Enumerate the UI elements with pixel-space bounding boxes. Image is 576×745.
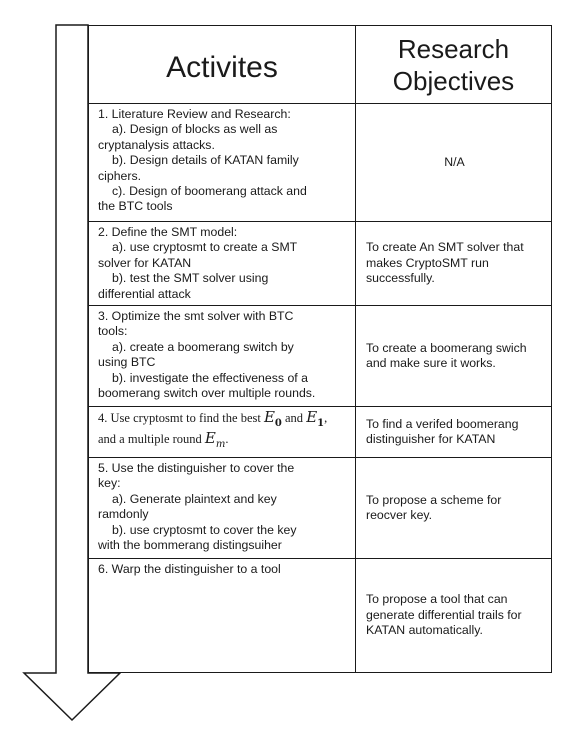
activity-text: . — [225, 432, 229, 447]
activity-cell — [89, 222, 356, 306]
activity-item: a). use cryptosmt to create a SMT — [112, 240, 298, 255]
activity-item: a). Generate plaintext and key — [112, 491, 277, 506]
activities-header-text: Activites — [166, 50, 278, 84]
activity-item: with the bommerang distingsuiher — [98, 538, 282, 553]
math-base: E — [263, 408, 275, 427]
math-e0 — [263, 408, 282, 430]
activity-item: ramdonly — [98, 507, 149, 522]
activity-text: and — [281, 411, 307, 426]
activity-text: , — [324, 411, 328, 426]
activity-item: b). use cryptosmt to cover the key — [112, 522, 297, 537]
math-sub: 0 — [274, 418, 282, 430]
header-row — [89, 26, 552, 104]
table-row — [89, 104, 552, 222]
math-em — [204, 429, 226, 451]
activity-title: 1. Literature Review and Research: — [98, 107, 291, 121]
activity-item: using BTC — [98, 355, 156, 370]
table-row — [89, 306, 552, 407]
activities-objectives-table — [88, 25, 552, 673]
objective-cell: N/A — [356, 104, 552, 222]
activity-item: tools: — [98, 324, 128, 339]
objective-cell: To create An SMT solver that makes CryptoSMT run successfully. — [356, 222, 552, 306]
objective-cell: To propose a tool that can generate differential trails for KATAN automatically. — [356, 559, 552, 673]
table-row — [89, 222, 552, 306]
activity-item: a). create a boomerang switch by — [112, 339, 294, 354]
activity-title: 3. Optimize the smt solver with BTC — [98, 309, 294, 324]
math-e1 — [306, 408, 325, 430]
activity-item: differential attack — [98, 286, 191, 301]
activity-item: cryptanalysis attacks. — [98, 137, 215, 152]
activity-title: 5. Use the distinguisher to cover the — [98, 461, 295, 476]
activity-cell — [89, 559, 356, 673]
activity-item — [98, 431, 347, 452]
activities-header — [89, 26, 356, 104]
activity-title — [98, 410, 347, 431]
activity-item: key: — [98, 476, 121, 491]
math-base: E — [306, 408, 318, 427]
objective-cell: To find a verifed boomerang distinguisher for KATAN — [356, 407, 552, 458]
activity-item: a). Design of blocks as well as — [112, 122, 278, 137]
math-sub: m — [215, 439, 226, 451]
objectives-header — [356, 26, 552, 104]
objectives-header-line1: Research — [397, 33, 510, 64]
activity-item: solver for KATAN — [98, 255, 192, 270]
math-sub: 1 — [317, 418, 325, 430]
activity-item: ciphers. — [98, 168, 142, 183]
activity-item: c). Design of boomerang attack and — [112, 184, 307, 199]
math-base: E — [204, 429, 216, 448]
table-row — [89, 458, 552, 559]
activity-cell — [89, 104, 356, 222]
activity-cell — [89, 306, 356, 407]
activity-item: b). investigate the effectiveness of a — [112, 370, 308, 385]
activity-title: 2. Define the SMT model: — [98, 225, 238, 239]
activity-item: b). test the SMT solver using — [112, 271, 269, 286]
activity-item: boomerang switch over multiple rounds. — [98, 386, 316, 401]
activity-cell — [89, 458, 356, 559]
objectives-header-line2: Objectives — [392, 65, 515, 96]
activity-item: b). Design details of KATAN family — [112, 153, 299, 168]
table-row — [89, 559, 552, 673]
table-row — [89, 407, 552, 458]
objective-cell: To propose a scheme for reocver key. — [356, 458, 552, 559]
objective-cell: To create a boomerang swich and make sure it works. — [356, 306, 552, 407]
activity-cell — [89, 407, 356, 458]
activity-item: the BTC tools — [98, 199, 173, 214]
activity-title: 6. Warp the distinguisher to a tool — [98, 562, 281, 577]
activity-text: 4. Use cryptosmt to find the best — [98, 411, 264, 426]
activity-text: and a multiple round — [98, 432, 205, 447]
